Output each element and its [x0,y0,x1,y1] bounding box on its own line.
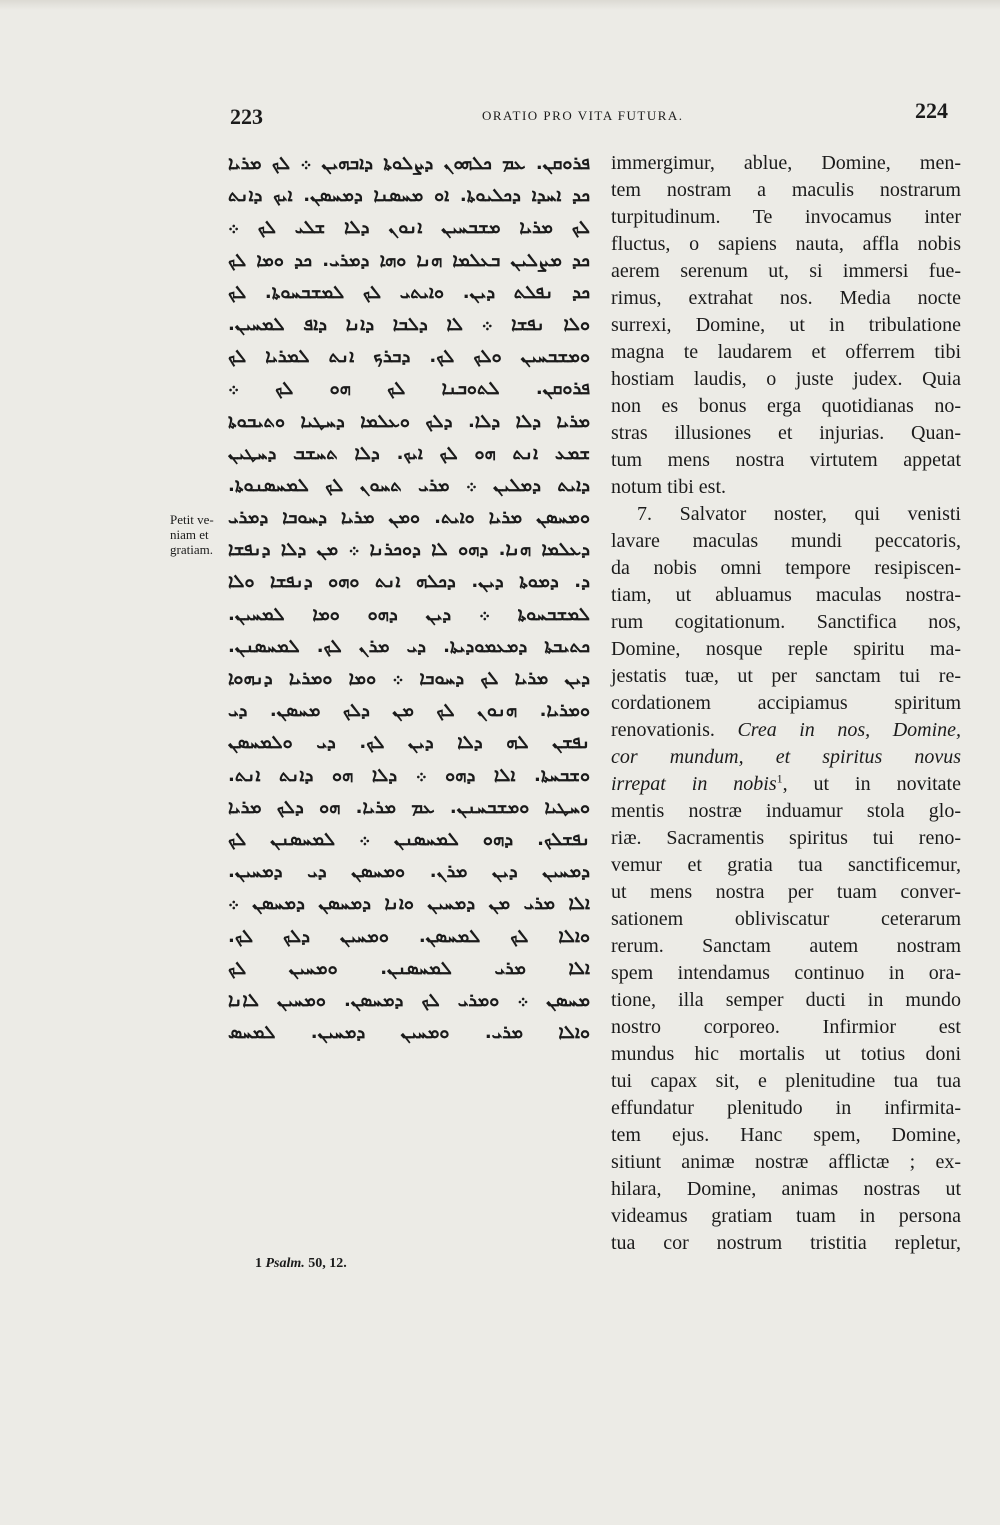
margin-note-line: niam et [170,527,209,542]
latin-line: rum cogitationum. Sanctifica nos, [611,611,961,633]
syriac-text-column [228,148,590,1242]
syriac-line: ܕܥܠܡܐ ܗܢܐ. ܕܗܘ ܠܐ ܕܘܟܪܢܐ ܀ ܡܢ ܕܠܐ ܕܢܦܫܐ [228,539,590,561]
latin-line: fluctus, o sapiens nauta, affla nobis [611,233,961,255]
latin-line: vemur et gratia tua sanctificemur, [611,854,961,876]
latin-line: ut mens nostra per tuam conver- [611,881,961,903]
syriac-line: ܢܦܫܠܟ. ܕܗܘ ܠܡܚܣܢܢ ܀ ܠܡܚܣܢܢ ܠܟ [228,828,590,850]
syriac-line: ܡܚܣܢ ܀ ܘܡܪܝ ܠܟ ܕܡܚܣܢ. ܘܡܚܝܢ ܠܐܢܐ [228,989,590,1011]
footnote-reference: Psalm. [265,1256,305,1271]
latin-line: tem ejus. Hanc spem, Domine, [611,1124,961,1146]
left-page-number: 223 [230,104,263,129]
syriac-line: ܟܕ ܡܨܠܝܢ ܒܥܠܡܐ ܗܢܐ ܘܗܐ ܕܡܪܝ. ܟܕ ܘܡܐ ܠܟ [228,249,590,271]
latin-line: effundatur plenitudo in infirmita- [611,1097,961,1119]
syriac-line: ܠܡܫܒܚܘܬܐ ܀ ܕܝܢ ܕܗܘ ܘܡܐ ܠܡܚܝܢ. [228,603,590,625]
syriac-line: ܐܠܐ ܡܪܝ ܡܢ ܕܡܚܝܢ ܘܐܢܐ ܕܡܚܣܢ ܕܡܚܣܢ ܀ [228,893,590,915]
syriac-line: ܕ. ܕܡܘܬܐ ܕܝܢ. ܕܟܠܗ ܐܢܬ ܘܗܘ ܕܢܦܫܐ ܘܠܐ [228,571,590,593]
running-title: ORATIO PRO VITA FUTURA. [482,108,684,123]
syriac-line: ܕܐܝܬ ܕܡܠܝܢ ܀ ܡܪܝ ܬܚܘܢ ܠܟ ܠܡܚܣܢܘܬܐ. [228,474,590,496]
margin-note [170,512,232,557]
syriac-line: ܦܪܘܩܢ. ܥܡ ܟܠܗܘܢ ܕܨܠܘܬܐ ܕܐܒܗܝܢ ܀ ܠܟ ܡܪܝܐ [228,153,590,174]
margin-note-line: gratiam. [170,542,213,557]
syriac-line: ܘܫܒܚܬܐ. ܐܠܐ ܕܗܘ ܀ ܕܠܐ ܗܘ ܕܐܢܬ ܐܢܬ. [228,764,590,786]
latin-line [611,717,961,744]
syriac-line: ܠܟ ܡܪܝܐ ܡܫܒܚܝܢ ܐܢܘܢ ܕܠܐ ܫܠܝ ܠܟ ܀ [228,217,590,239]
syriac-line: ܘܡܫܒܚܝܢ ܘܠܟ ܠܟ. ܕܒܪܟ ܐܢܬ ܠܡܪܝܐ ܠܟ [228,346,590,368]
latin-line: spem intendamus continuo in ora- [611,962,961,984]
syriac-line [228,1114,590,1146]
latin-line [611,771,961,798]
syriac-line: ܡܪܝܐ ܕܠܐ ܕܠܐ. ܕܠܟ ܘܥܠܡܐ ܕܚܛܝܐ ܘܬܝܒܘܬܐ [228,410,590,432]
latin-line: Domine, nosque reple spiritu ma- [611,638,961,660]
syriac-line: ܕܝܢ ܡܪܝܐ ܠܟ ܕܚܘܒܐ ܀ ܘܡܐ ܘܡܪܝܐ ܕܢܗܘܐ [228,668,590,689]
latin-line: magna te laudarem et offerrem tibi [611,341,961,363]
latin-line: tiam, ut abluamus maculas nostra- [611,584,961,606]
latin-line: non es bonus erga quotidianas no- [611,395,961,417]
latin-line: rimus, extrahat nos. Media nocte [611,287,961,309]
latin-line: mundus hic mortalis ut totius doni [611,1043,961,1065]
syriac-line: ܘܐܠܐ ܠܟ ܠܡܚܣܢ. ܘܡܚܝܢ ܕܠܟ ܠܟ. [228,925,590,947]
latin-line: tua cor nostrum tristitia repletur, [611,1232,961,1254]
syriac-line: ܘܡܪܝܐ. ܗܢܘܢ ܠܟ ܡܢ ܕܠܟ ܡܚܣܢ. ܕܝ [228,700,590,722]
syriac-line: ܦܪܘܩܢ. ܠܬܘܒܢܐ ܠܟ ܗܘ ܠܟ ܀ [228,378,590,400]
syriac-line: ܟܕ ܢܦܠܬ ܕܝܢ. ܘܐܝܬܝ ܠܟ ܠܡܫܒܚܘܬܐ. ܠܟ [228,281,590,303]
footnote [255,1256,347,1272]
syriac-line: ܢܦܫܢ ܠܗ ܕܠܐ ܕܝܢ ܠܟ. ܕܝ ܘܠܡܚܣܢ [228,732,590,754]
latin-italic-text: irrepat in nobis [611,773,777,795]
syriac-line: ܐܠܐ ܡܪܝ ܠܡܚܣܢܢ. ܘܡܚܝܢ ܠܟ [228,957,590,979]
latin-line: hostiam laudis, o juste judex. Quia [611,368,961,390]
latin-line: nostro corporeo. Infirmior est [611,1016,961,1038]
latin-line: turpitudinum. Te invocamus inter [611,206,961,228]
latin-line: videamus gratiam tuam in persona [611,1205,961,1227]
syriac-line [228,1049,590,1081]
syriac-line: ܘܠܐ ܢܦܫܐ ܀ ܠܐ ܕܠܒܐ ܕܐܢܐ ܕܐܦ ܠܡܚܝܢ. [228,313,590,335]
syriac-line: ܘܐܠܐ ܡܪܝ. ܘܡܚܝܢ ܕܡܚܝܢ. ܠܡܚܣ [228,1022,590,1044]
syriac-line: ܘܚܛܝܐ ܘܡܫܒܚܢܢ. ܥܡ ܡܪܝܐ. ܗܘ ܕܠܟ ܡܪܝܐ [228,796,590,818]
latin-line: lavare maculas mundi peccatoris, [611,530,961,552]
latin-line: hilara, Domine, animas nostras ut [611,1178,961,1200]
latin-text: , ut in novitate [782,773,961,795]
latin-line: tem nostram a maculis nostrarum [611,179,961,201]
latin-line: tione, illa semper ducti in mundo [611,989,961,1011]
latin-line: aerem serenum ut, si immersi fue- [611,260,961,282]
syriac-line [228,1146,590,1178]
footnote-number: 1 [255,1256,262,1271]
latin-line: cor mundum, et spiritus novus [611,746,961,768]
syriac-line [228,1178,590,1210]
syriac-line [228,1210,590,1242]
latin-line: cordationem accipiamus spiritum [611,692,961,714]
syriac-line: ܟܬܝܒܬܐ ܕܡܥܡܘܕܝܬܐ. ܕܝ ܡܪܢ ܠܟ. ܠܡܚܣܢܢ. [228,635,590,657]
syriac-line: ܕܡܚܝܢ ܕܝܢ ܡܪܢ. ܘܡܚܣܢ ܕܝ ܕܡܚܝܢ. [228,861,590,883]
syriac-line: ܟܕ ܐܚܕܐ ܕܟܠܝܘܬܐ. ܐܘ ܡܚܣܢܐ ܕܡܚܣܢ. ܐܝܟ ܕܐܢܬ [228,185,590,207]
margin-note-line: Petit ve- [170,512,214,527]
latin-line: mentis nostræ induamur stola glo- [611,800,961,822]
latin-line: tui capax sit, e plenitudine tua tua [611,1070,961,1092]
page-top-edge [0,0,1000,10]
latin-line: rerum. Sanctam autem nostram [611,935,961,957]
latin-text: renovationis. [611,719,715,741]
latin-text-column [611,150,961,1257]
latin-line: stras illusiones et injurias. Quan- [611,422,961,444]
latin-line: da nobis omni tempore resipiscen- [611,557,961,579]
syriac-line: ܘܡܚܣܢ ܡܪܝܐ ܘܐܝܬ. ܘܡܢ ܡܪܝܐ ܕܚܘܒܐ ܕܡܪܝ [228,507,590,529]
latin-line: notum tibi est. [611,476,726,498]
latin-italic-text: Crea in nos, Domine, [737,719,962,741]
latin-line: sationem obliviscatur ceterarum [611,908,961,930]
latin-line: 7. Salvator noster, qui venisti [637,503,961,525]
right-page-number: 224 [915,98,948,123]
latin-line: sitiunt animæ nostræ afflictæ ; ex- [611,1151,961,1173]
latin-line: surrexi, Domine, ut in tribulatione [611,314,961,336]
syriac-line [228,1081,590,1113]
footnote-location: 50, 12. [308,1256,347,1271]
page-header [0,96,1000,136]
latin-line: immergimur, ablue, Domine, men- [611,152,961,174]
footnote-marker: 1 [776,771,783,786]
latin-line: riæ. Sacramentis spiritus tui reno- [611,827,961,849]
latin-line: tum mens nostra virtutem appetat [611,449,961,471]
latin-line: jestatis tuæ, ut per sanctam tui re- [611,665,961,687]
syriac-line: ܫܡܥ ܐܢܬ ܗܘ ܠܟ ܐܝܟ. ܕܠܐ ܬܚܫܒ ܕܚܛܝܢ [228,442,590,464]
